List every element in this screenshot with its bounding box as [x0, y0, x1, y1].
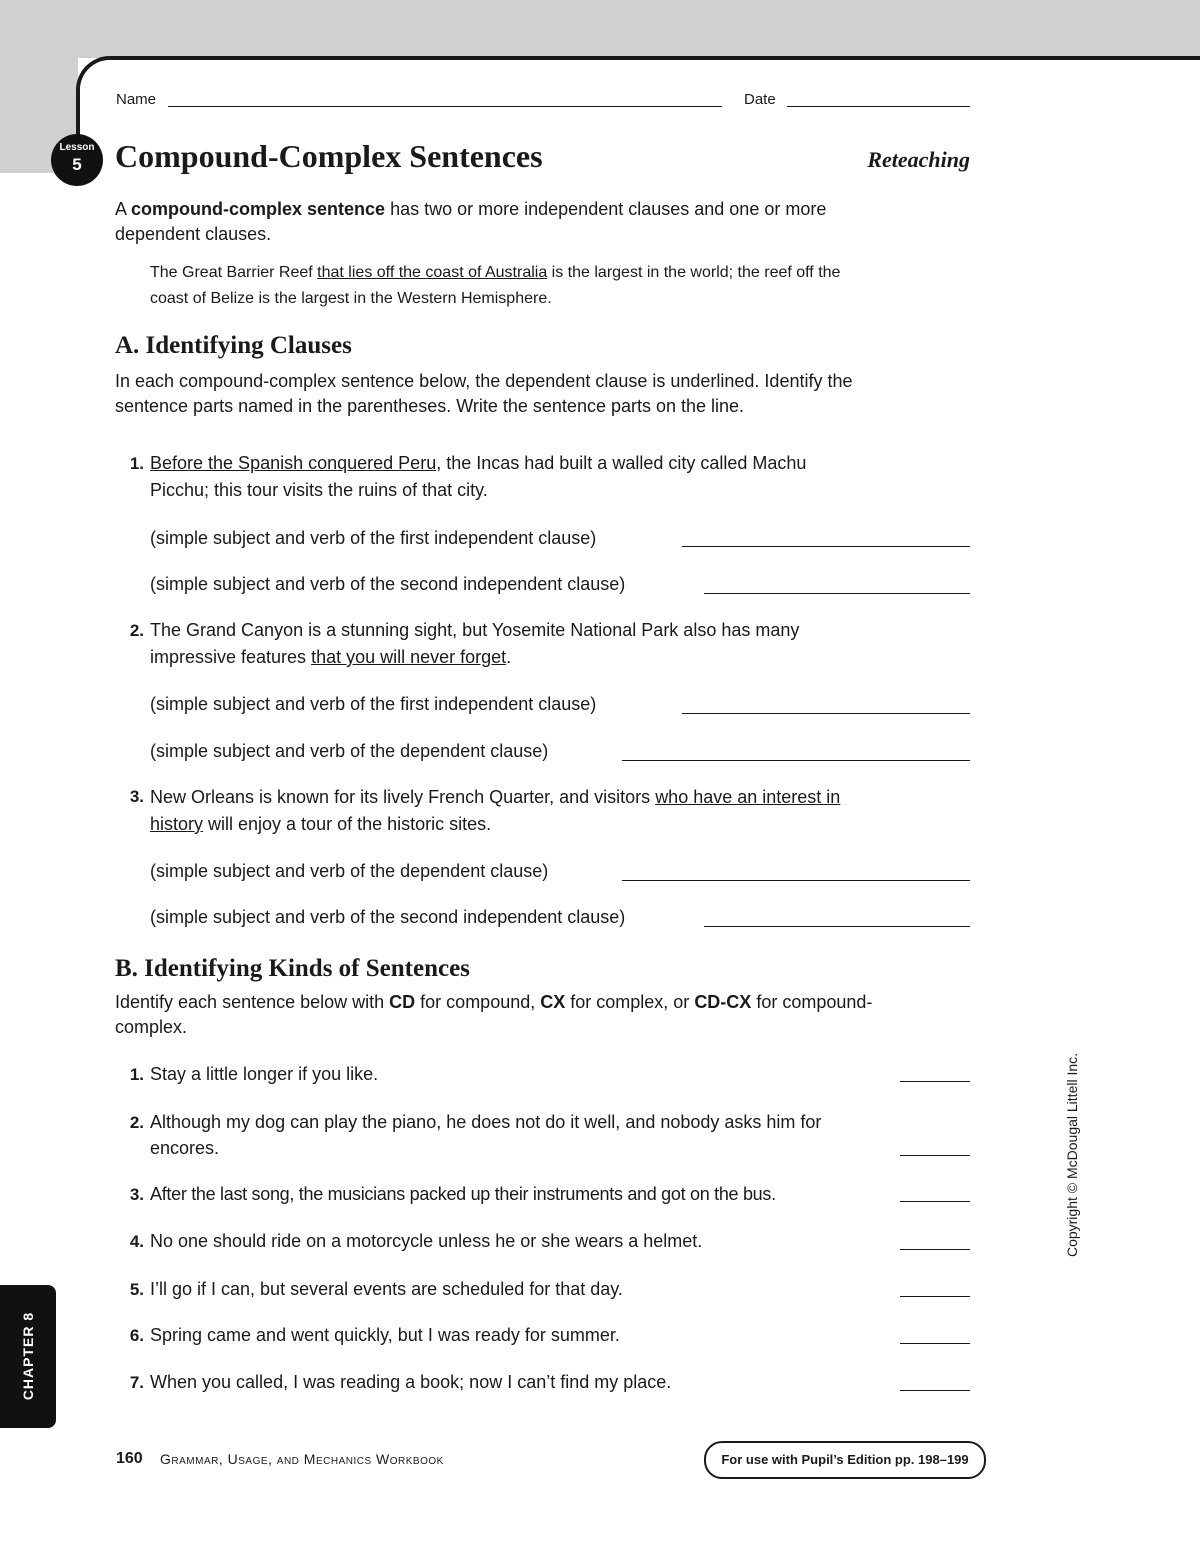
- edition-reference-box: For use with Pupil’s Edition pp. 198–199: [704, 1441, 986, 1479]
- date-label: Date: [744, 91, 776, 108]
- b-item-number: 7.: [129, 1373, 144, 1392]
- b-item-text: Spring came and went quickly, but I was ready for summer.: [150, 1325, 620, 1345]
- a-item-text: [150, 450, 850, 504]
- answer-blank[interactable]: [900, 1081, 970, 1082]
- a-prompt: (simple subject and verb of the second independent clause): [150, 907, 626, 927]
- lesson-number: 5: [72, 155, 82, 174]
- a-prompt: (simple subject and verb of the first independent clause): [150, 694, 597, 714]
- b-instr-1: Identify each sentence below with: [115, 992, 390, 1012]
- chapter-tab: [0, 1285, 56, 1428]
- a-prompt: (simple subject and verb of the first independent clause): [150, 528, 597, 548]
- b-item-number: 4.: [129, 1232, 144, 1251]
- page-title: Compound-Complex Sentences: [115, 138, 543, 174]
- chapter-tab-label: CHAPTER 8: [20, 1311, 36, 1401]
- a-item-text: [150, 617, 850, 671]
- a-prompt: (simple subject and verb of the second independent clause): [150, 574, 626, 594]
- copyright-notice: Copyright © McDougal Littell Inc.: [1064, 1052, 1080, 1258]
- b-item-number: 6.: [129, 1326, 144, 1345]
- intro-paragraph: [115, 197, 885, 247]
- page-subtitle: Reteaching: [867, 147, 970, 172]
- b-instr-4: for compound-complex.: [115, 992, 873, 1037]
- intro-post: has two or more independent clauses and one or more dependent clauses.: [115, 199, 827, 244]
- answer-blank[interactable]: [900, 1155, 970, 1156]
- answer-line[interactable]: [682, 713, 970, 714]
- section-b-instructions: [115, 990, 875, 1040]
- b-code-cd: CD: [389, 992, 416, 1012]
- b-item-number: 5.: [129, 1280, 144, 1299]
- lesson-badge: [51, 134, 103, 186]
- a-item-pre: New Orleans is known for its lively French Quarter, and visitors: [150, 787, 656, 807]
- a-item-number: 3.: [129, 787, 144, 806]
- answer-blank[interactable]: [900, 1390, 970, 1391]
- b-instr-3: for complex, or: [565, 992, 695, 1012]
- a-item-number: 2.: [129, 621, 144, 640]
- page-number: 160: [116, 1450, 143, 1467]
- answer-line[interactable]: [622, 760, 970, 761]
- b-item-number: 3.: [129, 1185, 144, 1204]
- a-item-text: [150, 784, 855, 838]
- a-item-number: 1.: [129, 454, 144, 473]
- name-field-line[interactable]: [168, 106, 722, 107]
- answer-blank[interactable]: [900, 1296, 970, 1297]
- answer-blank[interactable]: [900, 1343, 970, 1344]
- answer-line[interactable]: [704, 593, 970, 594]
- b-item-text: I’ll go if I can, but several events are scheduled for that day.: [150, 1279, 623, 1299]
- a-item-post: .: [506, 647, 512, 667]
- section-b-heading: B. Identifying Kinds of Sentences: [115, 955, 470, 982]
- lesson-word: Lesson: [59, 142, 95, 153]
- a-item-post: , the Incas had built a walled city called Machu Picchu; this tour visits the ruins of that city.: [150, 453, 807, 500]
- example-underlined: that lies off the coast of Australia: [317, 264, 548, 281]
- b-item-number: 1.: [129, 1065, 144, 1084]
- b-item-text: Stay a little longer if you like.: [150, 1064, 379, 1084]
- b-instr-2: for compound,: [415, 992, 541, 1012]
- intro-term: compound-complex sentence: [131, 199, 386, 219]
- answer-blank[interactable]: [900, 1249, 970, 1250]
- answer-blank[interactable]: [900, 1201, 970, 1202]
- answer-line[interactable]: [682, 546, 970, 547]
- a-item-underlined: that you will never forget: [311, 647, 507, 667]
- intro-pre: A: [115, 199, 132, 219]
- date-field-line[interactable]: [787, 106, 970, 107]
- top-gray-band: [0, 0, 1200, 58]
- b-code-cx: CX: [540, 992, 566, 1012]
- section-a-heading: A. Identifying Clauses: [115, 332, 352, 359]
- example-sentence: [150, 260, 880, 312]
- name-label: Name: [116, 91, 157, 108]
- b-code-cdcx: CD-CX: [694, 992, 752, 1012]
- a-item-underlined: Before the Spanish conquered Peru: [150, 453, 437, 473]
- b-item-text: When you called, I was reading a book; now I can’t find my place.: [150, 1372, 672, 1392]
- example-pre: The Great Barrier Reef: [150, 264, 318, 281]
- b-item-text: No one should ride on a motorcycle unless he or she wears a helmet.: [150, 1231, 703, 1251]
- answer-line[interactable]: [622, 880, 970, 881]
- a-item-underlined: who have an interest in history: [150, 787, 841, 834]
- b-item-text: Although my dog can play the piano, he does not do it well, and nobody asks him for encores.: [150, 1112, 822, 1158]
- a-prompt: (simple subject and verb of the dependent clause): [150, 741, 549, 761]
- section-a-instructions: In each compound-complex sentence below, the dependent clause is underlined. Identify the sentence parts named in the parentheses. Write the sentence parts on the line.: [115, 371, 853, 416]
- a-item-pre: The Grand Canyon is a stunning sight, but Yosemite National Park also has many impressive features: [150, 620, 800, 667]
- answer-line[interactable]: [704, 926, 970, 927]
- a-item-post: will enjoy a tour of the historic sites.: [203, 814, 492, 834]
- example-post: is the largest in the world; the reef off the coast of Belize is the largest in the Western Hemisphere.: [150, 264, 841, 307]
- b-item-number: 2.: [129, 1113, 144, 1132]
- b-item-text: After the last song, the musicians packed up their instruments and got on the bus.: [150, 1184, 776, 1204]
- a-prompt: (simple subject and verb of the dependent clause): [150, 861, 549, 881]
- book-title: Grammar, Usage, and Mechanics Workbook: [160, 1451, 444, 1467]
